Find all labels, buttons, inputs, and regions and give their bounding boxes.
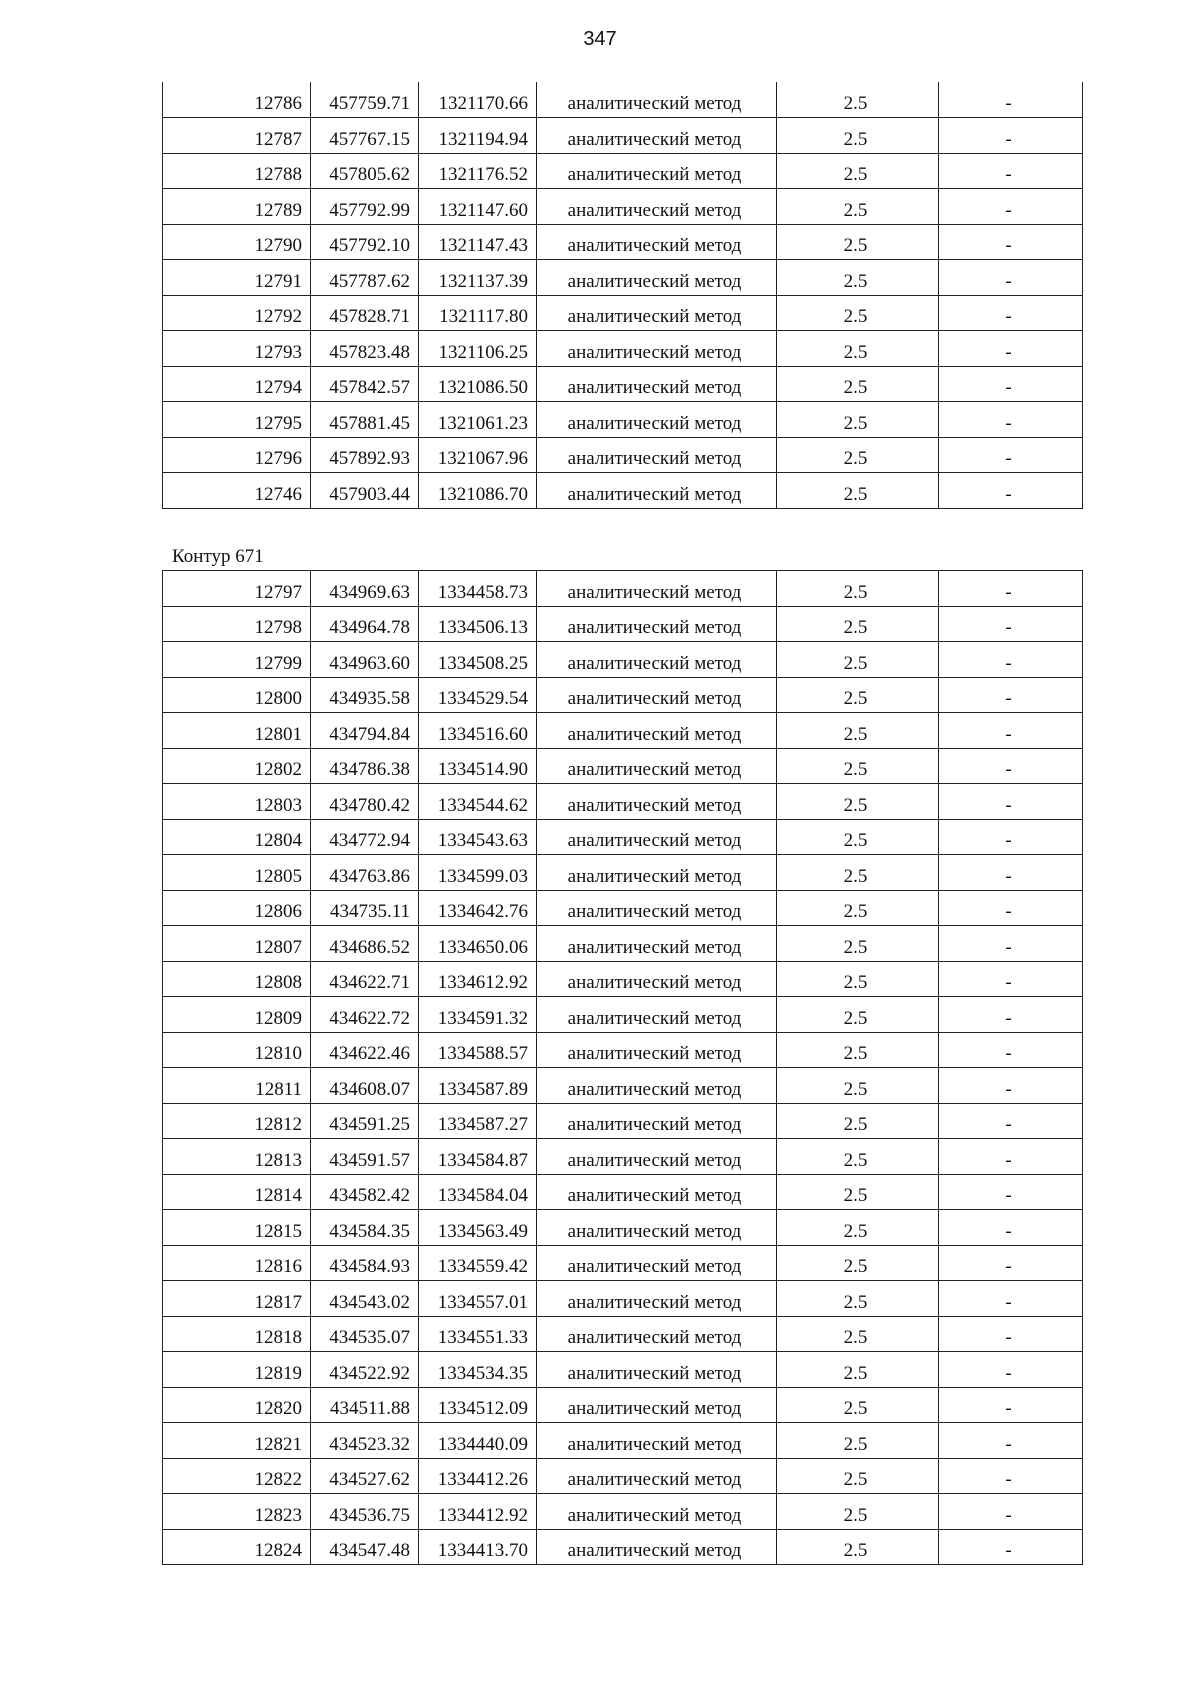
x-coordinate-cell: 434584.35 — [311, 1210, 419, 1246]
y-coordinate-cell: 1334587.27 — [419, 1103, 537, 1139]
y-coordinate-cell: 1334612.92 — [419, 961, 537, 997]
method-cell: аналитический метод — [537, 1529, 777, 1565]
accuracy-cell: 2.5 — [777, 1529, 939, 1565]
point-number-cell: 12811 — [163, 1068, 311, 1104]
point-number-cell: 12803 — [163, 784, 311, 820]
x-coordinate-cell: 434935.58 — [311, 677, 419, 713]
note-cell: - — [939, 473, 1083, 509]
table-row — [163, 402, 1083, 438]
x-coordinate-cell: 457787.62 — [311, 260, 419, 296]
y-coordinate-cell: 1321137.39 — [419, 260, 537, 296]
x-coordinate-cell: 434772.94 — [311, 819, 419, 855]
point-number-cell: 12793 — [163, 331, 311, 367]
note-cell: - — [939, 295, 1083, 331]
note-cell: - — [939, 1281, 1083, 1317]
x-coordinate-cell: 434608.07 — [311, 1068, 419, 1104]
x-coordinate-cell: 434535.07 — [311, 1316, 419, 1352]
note-cell: - — [939, 1529, 1083, 1565]
accuracy-cell: 2.5 — [777, 1281, 939, 1317]
x-coordinate-cell: 434963.60 — [311, 642, 419, 678]
point-number-cell: 12800 — [163, 677, 311, 713]
table-row — [163, 642, 1083, 678]
x-coordinate-cell: 434591.25 — [311, 1103, 419, 1139]
page-number: 347 — [583, 28, 617, 50]
method-cell: аналитический метод — [537, 402, 777, 438]
table-row — [163, 748, 1083, 784]
method-cell: аналитический метод — [537, 260, 777, 296]
point-number-cell: 12817 — [163, 1281, 311, 1317]
y-coordinate-cell: 1334534.35 — [419, 1352, 537, 1388]
y-coordinate-cell: 1334529.54 — [419, 677, 537, 713]
note-cell: - — [939, 1352, 1083, 1388]
point-number-cell: 12789 — [163, 189, 311, 225]
accuracy-cell: 2.5 — [777, 366, 939, 402]
method-cell: аналитический метод — [537, 224, 777, 260]
point-number-cell: 12818 — [163, 1316, 311, 1352]
coordinates-table-2 — [162, 570, 1083, 1565]
point-number-cell: 12746 — [163, 473, 311, 509]
x-coordinate-cell: 434780.42 — [311, 784, 419, 820]
y-coordinate-cell: 1334551.33 — [419, 1316, 537, 1352]
accuracy-cell: 2.5 — [777, 118, 939, 154]
point-number-cell: 12821 — [163, 1423, 311, 1459]
x-coordinate-cell: 434964.78 — [311, 606, 419, 642]
x-coordinate-cell: 434522.92 — [311, 1352, 419, 1388]
x-coordinate-cell: 457759.71 — [311, 82, 419, 118]
point-number-cell: 12797 — [163, 571, 311, 607]
x-coordinate-cell: 434536.75 — [311, 1494, 419, 1530]
table-row — [163, 855, 1083, 891]
note-cell: - — [939, 118, 1083, 154]
accuracy-cell: 2.5 — [777, 606, 939, 642]
note-cell: - — [939, 677, 1083, 713]
method-cell: аналитический метод — [537, 890, 777, 926]
coordinates-table-1 — [162, 82, 1083, 509]
y-coordinate-cell: 1334642.76 — [419, 890, 537, 926]
accuracy-cell: 2.5 — [777, 926, 939, 962]
accuracy-cell: 2.5 — [777, 402, 939, 438]
point-number-cell: 12802 — [163, 748, 311, 784]
point-number-cell: 12823 — [163, 1494, 311, 1530]
method-cell: аналитический метод — [537, 1245, 777, 1281]
table-row — [163, 1458, 1083, 1494]
point-number-cell: 12791 — [163, 260, 311, 296]
table-row — [163, 1103, 1083, 1139]
table-row — [163, 118, 1083, 154]
accuracy-cell: 2.5 — [777, 677, 939, 713]
method-cell: аналитический метод — [537, 331, 777, 367]
y-coordinate-cell: 1334559.42 — [419, 1245, 537, 1281]
point-number-cell: 12810 — [163, 1032, 311, 1068]
accuracy-cell: 2.5 — [777, 819, 939, 855]
point-number-cell: 12815 — [163, 1210, 311, 1246]
accuracy-cell: 2.5 — [777, 437, 939, 473]
point-number-cell: 12813 — [163, 1139, 311, 1175]
table-row — [163, 961, 1083, 997]
accuracy-cell: 2.5 — [777, 1245, 939, 1281]
x-coordinate-cell: 434763.86 — [311, 855, 419, 891]
note-cell: - — [939, 224, 1083, 260]
accuracy-cell: 2.5 — [777, 189, 939, 225]
y-coordinate-cell: 1321194.94 — [419, 118, 537, 154]
table-row — [163, 189, 1083, 225]
x-coordinate-cell: 457792.10 — [311, 224, 419, 260]
accuracy-cell: 2.5 — [777, 890, 939, 926]
table-row — [163, 713, 1083, 749]
table-row — [163, 890, 1083, 926]
point-number-cell: 12816 — [163, 1245, 311, 1281]
method-cell: аналитический метод — [537, 748, 777, 784]
x-coordinate-cell: 434622.46 — [311, 1032, 419, 1068]
method-cell: аналитический метод — [537, 784, 777, 820]
accuracy-cell: 2.5 — [777, 1174, 939, 1210]
method-cell: аналитический метод — [537, 1423, 777, 1459]
x-coordinate-cell: 457842.57 — [311, 366, 419, 402]
y-coordinate-cell: 1334512.09 — [419, 1387, 537, 1423]
table-row — [163, 1529, 1083, 1565]
x-coordinate-cell: 434686.52 — [311, 926, 419, 962]
accuracy-cell: 2.5 — [777, 1210, 939, 1246]
y-coordinate-cell: 1334412.92 — [419, 1494, 537, 1530]
note-cell: - — [939, 1458, 1083, 1494]
table-row — [163, 1245, 1083, 1281]
x-coordinate-cell: 434543.02 — [311, 1281, 419, 1317]
note-cell: - — [939, 1494, 1083, 1530]
table-row — [163, 997, 1083, 1033]
note-cell: - — [939, 1316, 1083, 1352]
point-number-cell: 12794 — [163, 366, 311, 402]
note-cell: - — [939, 1139, 1083, 1175]
note-cell: - — [939, 997, 1083, 1033]
accuracy-cell: 2.5 — [777, 260, 939, 296]
note-cell: - — [939, 153, 1083, 189]
accuracy-cell: 2.5 — [777, 748, 939, 784]
table-row — [163, 153, 1083, 189]
note-cell: - — [939, 366, 1083, 402]
point-number-cell: 12787 — [163, 118, 311, 154]
note-cell: - — [939, 606, 1083, 642]
accuracy-cell: 2.5 — [777, 1458, 939, 1494]
accuracy-cell: 2.5 — [777, 473, 939, 509]
x-coordinate-cell: 434591.57 — [311, 1139, 419, 1175]
note-cell: - — [939, 571, 1083, 607]
accuracy-cell: 2.5 — [777, 1139, 939, 1175]
table-row — [163, 1139, 1083, 1175]
note-cell: - — [939, 1032, 1083, 1068]
method-cell: аналитический метод — [537, 677, 777, 713]
note-cell: - — [939, 819, 1083, 855]
method-cell: аналитический метод — [537, 1494, 777, 1530]
accuracy-cell: 2.5 — [777, 1352, 939, 1388]
table-row — [163, 1352, 1083, 1388]
method-cell: аналитический метод — [537, 961, 777, 997]
point-number-cell: 12820 — [163, 1387, 311, 1423]
y-coordinate-cell: 1334440.09 — [419, 1423, 537, 1459]
note-cell: - — [939, 855, 1083, 891]
table-row — [163, 437, 1083, 473]
accuracy-cell: 2.5 — [777, 1032, 939, 1068]
accuracy-cell: 2.5 — [777, 331, 939, 367]
method-cell: аналитический метод — [537, 642, 777, 678]
method-cell: аналитический метод — [537, 189, 777, 225]
x-coordinate-cell: 457828.71 — [311, 295, 419, 331]
table-row — [163, 571, 1083, 607]
note-cell: - — [939, 926, 1083, 962]
x-coordinate-cell: 434969.63 — [311, 571, 419, 607]
table-row — [163, 224, 1083, 260]
note-cell: - — [939, 713, 1083, 749]
method-cell: аналитический метод — [537, 926, 777, 962]
x-coordinate-cell: 434735.11 — [311, 890, 419, 926]
note-cell: - — [939, 642, 1083, 678]
x-coordinate-cell: 457903.44 — [311, 473, 419, 509]
point-number-cell: 12806 — [163, 890, 311, 926]
y-coordinate-cell: 1334508.25 — [419, 642, 537, 678]
method-cell: аналитический метод — [537, 1316, 777, 1352]
note-cell: - — [939, 1245, 1083, 1281]
method-cell: аналитический метод — [537, 1281, 777, 1317]
y-coordinate-cell: 1334514.90 — [419, 748, 537, 784]
table-row — [163, 260, 1083, 296]
accuracy-cell: 2.5 — [777, 713, 939, 749]
x-coordinate-cell: 457767.15 — [311, 118, 419, 154]
accuracy-cell: 2.5 — [777, 1103, 939, 1139]
table-row — [163, 1316, 1083, 1352]
y-coordinate-cell: 1334591.32 — [419, 997, 537, 1033]
table-row — [163, 82, 1083, 118]
table-row — [163, 366, 1083, 402]
y-coordinate-cell: 1334544.62 — [419, 784, 537, 820]
accuracy-cell: 2.5 — [777, 1494, 939, 1530]
accuracy-cell: 2.5 — [777, 1423, 939, 1459]
table-row — [163, 473, 1083, 509]
point-number-cell: 12790 — [163, 224, 311, 260]
note-cell: - — [939, 1387, 1083, 1423]
accuracy-cell: 2.5 — [777, 82, 939, 118]
method-cell: аналитический метод — [537, 295, 777, 331]
table-row — [163, 926, 1083, 962]
x-coordinate-cell: 434582.42 — [311, 1174, 419, 1210]
accuracy-cell: 2.5 — [777, 1387, 939, 1423]
point-number-cell: 12814 — [163, 1174, 311, 1210]
y-coordinate-cell: 1334458.73 — [419, 571, 537, 607]
note-cell: - — [939, 260, 1083, 296]
y-coordinate-cell: 1321147.43 — [419, 224, 537, 260]
y-coordinate-cell: 1334506.13 — [419, 606, 537, 642]
method-cell: аналитический метод — [537, 1032, 777, 1068]
y-coordinate-cell: 1321106.25 — [419, 331, 537, 367]
x-coordinate-cell: 434622.72 — [311, 997, 419, 1033]
table-row — [163, 295, 1083, 331]
method-cell: аналитический метод — [537, 118, 777, 154]
table-row — [163, 1174, 1083, 1210]
y-coordinate-cell: 1321170.66 — [419, 82, 537, 118]
method-cell: аналитический метод — [537, 473, 777, 509]
table-row — [163, 1210, 1083, 1246]
method-cell: аналитический метод — [537, 437, 777, 473]
table-row — [163, 1423, 1083, 1459]
note-cell: - — [939, 189, 1083, 225]
accuracy-cell: 2.5 — [777, 1316, 939, 1352]
method-cell: аналитический метод — [537, 1174, 777, 1210]
x-coordinate-cell: 434786.38 — [311, 748, 419, 784]
accuracy-cell: 2.5 — [777, 642, 939, 678]
y-coordinate-cell: 1321061.23 — [419, 402, 537, 438]
y-coordinate-cell: 1334413.70 — [419, 1529, 537, 1565]
point-number-cell: 12796 — [163, 437, 311, 473]
note-cell: - — [939, 437, 1083, 473]
x-coordinate-cell: 457805.62 — [311, 153, 419, 189]
x-coordinate-cell: 434547.48 — [311, 1529, 419, 1565]
method-cell: аналитический метод — [537, 1139, 777, 1175]
method-cell: аналитический метод — [537, 1210, 777, 1246]
point-number-cell: 12804 — [163, 819, 311, 855]
y-coordinate-cell: 1321147.60 — [419, 189, 537, 225]
table-row — [163, 1032, 1083, 1068]
x-coordinate-cell: 457881.45 — [311, 402, 419, 438]
y-coordinate-cell: 1334412.26 — [419, 1458, 537, 1494]
note-cell: - — [939, 784, 1083, 820]
point-number-cell: 12795 — [163, 402, 311, 438]
table-row — [163, 784, 1083, 820]
note-cell: - — [939, 961, 1083, 997]
note-cell: - — [939, 1174, 1083, 1210]
accuracy-cell: 2.5 — [777, 855, 939, 891]
method-cell: аналитический метод — [537, 606, 777, 642]
point-number-cell: 12819 — [163, 1352, 311, 1388]
point-number-cell: 12812 — [163, 1103, 311, 1139]
point-number-cell: 12808 — [163, 961, 311, 997]
method-cell: аналитический метод — [537, 571, 777, 607]
point-number-cell: 12809 — [163, 997, 311, 1033]
y-coordinate-cell: 1334588.57 — [419, 1032, 537, 1068]
method-cell: аналитический метод — [537, 1068, 777, 1104]
note-cell: - — [939, 82, 1083, 118]
y-coordinate-cell: 1334557.01 — [419, 1281, 537, 1317]
note-cell: - — [939, 890, 1083, 926]
x-coordinate-cell: 457892.93 — [311, 437, 419, 473]
point-number-cell: 12792 — [163, 295, 311, 331]
note-cell: - — [939, 1068, 1083, 1104]
x-coordinate-cell: 434584.93 — [311, 1245, 419, 1281]
accuracy-cell: 2.5 — [777, 1068, 939, 1104]
table-row — [163, 1387, 1083, 1423]
accuracy-cell: 2.5 — [777, 224, 939, 260]
method-cell: аналитический метод — [537, 1458, 777, 1494]
point-number-cell: 12788 — [163, 153, 311, 189]
accuracy-cell: 2.5 — [777, 784, 939, 820]
method-cell: аналитический метод — [537, 153, 777, 189]
y-coordinate-cell: 1334584.04 — [419, 1174, 537, 1210]
note-cell: - — [939, 748, 1083, 784]
point-number-cell: 12786 — [163, 82, 311, 118]
method-cell: аналитический метод — [537, 855, 777, 891]
table-row — [163, 606, 1083, 642]
accuracy-cell: 2.5 — [777, 153, 939, 189]
accuracy-cell: 2.5 — [777, 997, 939, 1033]
y-coordinate-cell: 1334587.89 — [419, 1068, 537, 1104]
point-number-cell: 12824 — [163, 1529, 311, 1565]
y-coordinate-cell: 1321067.96 — [419, 437, 537, 473]
contour-label: Контур 671 — [172, 546, 264, 567]
accuracy-cell: 2.5 — [777, 961, 939, 997]
y-coordinate-cell: 1321176.52 — [419, 153, 537, 189]
method-cell: аналитический метод — [537, 1352, 777, 1388]
method-cell: аналитический метод — [537, 1103, 777, 1139]
x-coordinate-cell: 457823.48 — [311, 331, 419, 367]
y-coordinate-cell: 1321117.80 — [419, 295, 537, 331]
x-coordinate-cell: 434527.62 — [311, 1458, 419, 1494]
table-row — [163, 1494, 1083, 1530]
point-number-cell: 12801 — [163, 713, 311, 749]
method-cell: аналитический метод — [537, 1387, 777, 1423]
y-coordinate-cell: 1334563.49 — [419, 1210, 537, 1246]
note-cell: - — [939, 402, 1083, 438]
point-number-cell: 12822 — [163, 1458, 311, 1494]
point-number-cell: 12807 — [163, 926, 311, 962]
point-number-cell: 12799 — [163, 642, 311, 678]
note-cell: - — [939, 1210, 1083, 1246]
method-cell: аналитический метод — [537, 82, 777, 118]
y-coordinate-cell: 1321086.50 — [419, 366, 537, 402]
method-cell: аналитический метод — [537, 997, 777, 1033]
y-coordinate-cell: 1334516.60 — [419, 713, 537, 749]
note-cell: - — [939, 1103, 1083, 1139]
y-coordinate-cell: 1334584.87 — [419, 1139, 537, 1175]
y-coordinate-cell: 1334543.63 — [419, 819, 537, 855]
table-row — [163, 1068, 1083, 1104]
x-coordinate-cell: 434511.88 — [311, 1387, 419, 1423]
method-cell: аналитический метод — [537, 713, 777, 749]
note-cell: - — [939, 331, 1083, 367]
y-coordinate-cell: 1334599.03 — [419, 855, 537, 891]
table-row — [163, 819, 1083, 855]
point-number-cell: 12798 — [163, 606, 311, 642]
table-row — [163, 1281, 1083, 1317]
table-row — [163, 331, 1083, 367]
note-cell: - — [939, 1423, 1083, 1459]
y-coordinate-cell: 1334650.06 — [419, 926, 537, 962]
x-coordinate-cell: 434622.71 — [311, 961, 419, 997]
x-coordinate-cell: 457792.99 — [311, 189, 419, 225]
table-row — [163, 677, 1083, 713]
y-coordinate-cell: 1321086.70 — [419, 473, 537, 509]
method-cell: аналитический метод — [537, 366, 777, 402]
point-number-cell: 12805 — [163, 855, 311, 891]
accuracy-cell: 2.5 — [777, 295, 939, 331]
method-cell: аналитический метод — [537, 819, 777, 855]
x-coordinate-cell: 434523.32 — [311, 1423, 419, 1459]
accuracy-cell: 2.5 — [777, 571, 939, 607]
x-coordinate-cell: 434794.84 — [311, 713, 419, 749]
